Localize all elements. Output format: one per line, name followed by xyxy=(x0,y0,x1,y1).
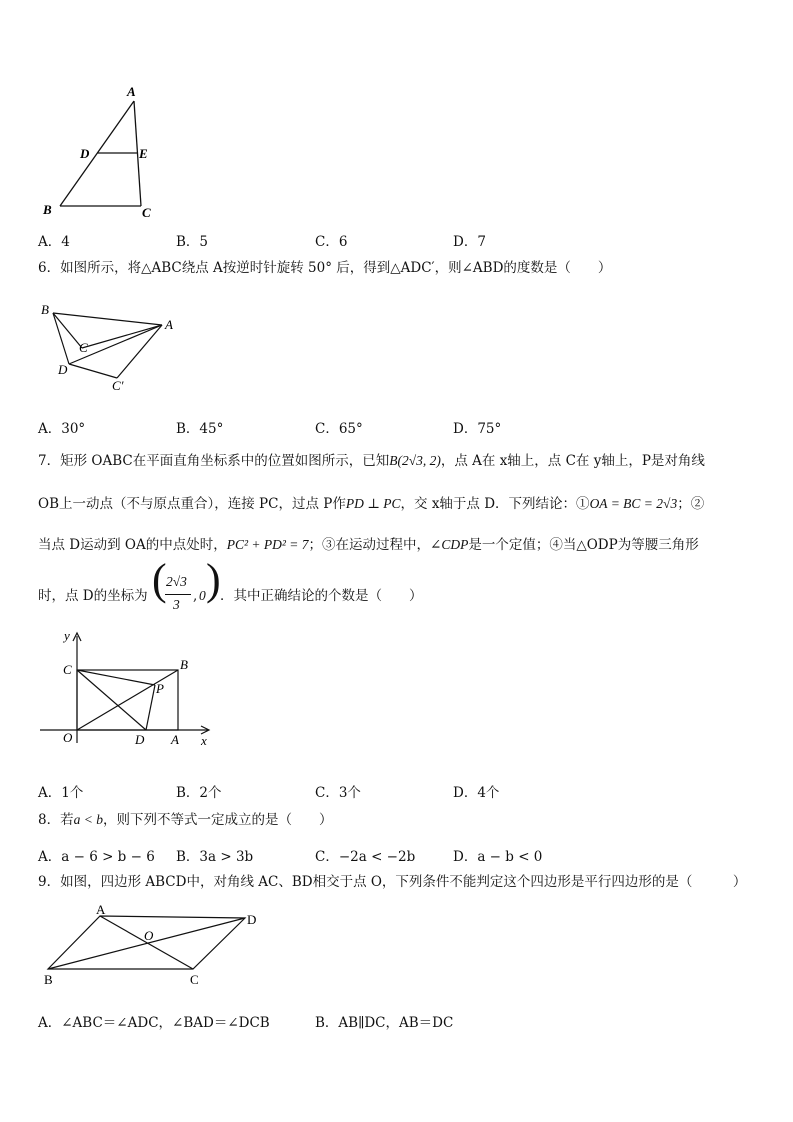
q8-option-d: D．a − b < 0 xyxy=(453,849,543,865)
math-point-d-coordinate: ( 2√3 3 , 0 ) xyxy=(152,555,221,612)
q8-option-c: C．−2a < −2b xyxy=(315,849,416,865)
axis-label-y: y xyxy=(64,628,70,643)
rotation-figure-q6 xyxy=(35,298,185,398)
vertex-label-D: D xyxy=(247,912,257,927)
q8-option-b: B．3a > 3b xyxy=(176,849,254,865)
vertex-label-A: A xyxy=(165,317,173,332)
vertex-label-B: B xyxy=(180,657,188,672)
parallelogram-figure-q9 xyxy=(38,902,268,992)
q6-stem: 6．如图所示，将△ABC绕点 A按逆时针旋转 50° 后，得到△ADC′，则∠ABD的度数是（ ） xyxy=(38,260,612,276)
vertex-label-P: P xyxy=(156,681,164,696)
vertex-label-A: A xyxy=(127,84,136,99)
vertex-label-C: C xyxy=(79,340,88,355)
vertex-label-O: O xyxy=(144,928,154,943)
vertex-label-B: B xyxy=(43,202,52,217)
q7-line-2: OB上一动点（不与原点重合），连接 PC，过点 P作PD ⊥ PC，交 x轴于点 D．下列结论：①OA = BC = 2√3；② xyxy=(38,496,705,512)
vertex-label-A: A xyxy=(96,902,106,917)
fraction-denominator: 3 xyxy=(173,597,180,612)
q7-line-4: 时，点 D的坐标为 xyxy=(38,588,148,604)
vertex-label-C-prime: C′ xyxy=(112,378,124,393)
fraction-numerator: 2√3 xyxy=(166,574,187,589)
q7-option-b: B．2个 xyxy=(176,785,222,801)
q7-option-a: A．1个 xyxy=(38,785,84,801)
vertex-label-B: B xyxy=(41,302,49,317)
triangle-figure-q5 xyxy=(38,80,168,225)
q8-option-a: A．a − 6 > b − 6 xyxy=(38,849,155,865)
q6-option-c: C．65° xyxy=(315,421,363,437)
math-pc-pd: PC² + PD² = 7 xyxy=(226,537,309,552)
vertex-label-D: D xyxy=(135,732,145,747)
q6-option-b: B．45° xyxy=(176,421,224,437)
q5-option-a: A．4 xyxy=(38,234,70,250)
vertex-label-C: C xyxy=(190,972,199,987)
vertex-label-D: D xyxy=(58,362,68,377)
vertex-label-O: O xyxy=(63,730,73,745)
q7-line-3: 当点 D运动到 OA的中点处时，PC² + PD² = 7；③在运动过程中，∠CDP是一个定值；④当△ODP为等腰三角形 xyxy=(38,537,699,553)
q6-option-d: D．75° xyxy=(453,421,502,437)
math-angle-cdp: ∠CDP xyxy=(430,537,469,552)
vertex-label-B: B xyxy=(44,972,53,987)
q5-option-c: C．6 xyxy=(315,234,348,250)
q7-option-c: C．3个 xyxy=(315,785,361,801)
q7-option-d: D．4个 xyxy=(453,785,500,801)
vertex-label-D: D xyxy=(80,146,90,161)
q5-option-b: B．5 xyxy=(176,234,209,250)
vertex-label-C: C xyxy=(142,205,151,220)
coordinate-figure-q7 xyxy=(35,628,220,753)
math-perpendicular: PD ⊥ PC xyxy=(345,496,401,511)
q9-option-a: A．∠ABC＝∠ADC，∠BAD＝∠DCB xyxy=(38,1015,270,1031)
q9-stem: 9．如图，四边形 ABCD中，对角线 AC、BD相交于点 O，下列条件不能判定这个四边形是平行四边形的是（ ） xyxy=(38,874,747,890)
coordinate-zero: 0 xyxy=(199,588,206,603)
math-point-b: B(2√3, 2) xyxy=(389,453,441,468)
vertex-label-C: C xyxy=(63,662,72,677)
math-a-less-b: a < b xyxy=(73,812,103,827)
q9-option-b: B．AB∥DC，AB＝DC xyxy=(315,1015,454,1031)
q5-option-d: D．7 xyxy=(453,234,486,250)
q7-line-4-end: ．其中正确结论的个数是（ ） xyxy=(220,588,423,604)
axis-label-x: x xyxy=(201,733,207,748)
q8-stem: 8．若a < b，则下列不等式一定成立的是（ ） xyxy=(38,812,333,828)
vertex-label-A: A xyxy=(171,732,179,747)
vertex-label-E: E xyxy=(139,146,148,161)
q7-line-1: 7．矩形 OABC在平面直角坐标系中的位置如图所示，已知B(2√3, 2)，点 A在 x轴上，点 C在 y轴上，P是对角线 xyxy=(38,453,705,469)
math-oa-bc: OA = BC = 2√3 xyxy=(589,496,678,511)
q6-option-a: A．30° xyxy=(38,421,86,437)
